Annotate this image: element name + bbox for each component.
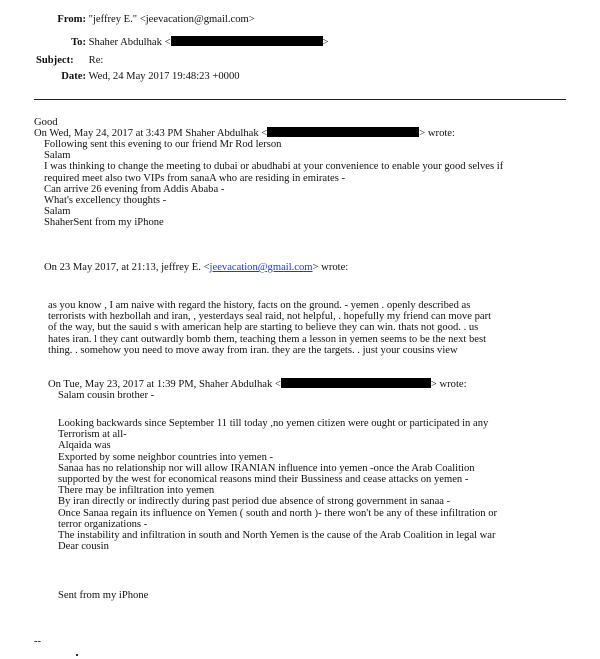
subject-value: Re: [88, 55, 104, 66]
quote3-line: By iran directly or indirectly during past period due absence of strong government in sanaa - [58, 496, 451, 508]
quote3-line: There may be infiltration into yemen [58, 485, 215, 497]
quote3-line: Dear cousin [58, 541, 109, 553]
signature-separator: -- [34, 636, 42, 647]
header-from [50, 14, 255, 25]
quote3-greeting: Salam cousin brother - [58, 390, 155, 401]
quote3-line: terror organizations - [58, 518, 148, 530]
quote2-line: terrorists with hezbollah and iran, , yesterdays seal raid, not helpful, . hopefully my friend can move part [48, 311, 492, 323]
header-date [50, 71, 240, 82]
page-dot [76, 654, 78, 656]
quote1-line: Salam [44, 150, 71, 162]
quote3-line: Once Sanaa regain its influence on Yemen ( south and north )- there won't be any of these infiltration or [58, 507, 498, 519]
quote1-line: What's excellency thoughts - [44, 195, 167, 207]
quote3-header [48, 378, 467, 390]
quote3-header-prefix: On Tue, May 23, 2017 at 1:39 PM, Shaher Abdulhak < [48, 379, 281, 390]
quote3-line: Exported by some neighbor countries into yemen - [58, 451, 274, 463]
quote1-header-suffix: > wrote: [419, 128, 455, 139]
quote2-line: as you know , I am naive with regard the history, facts on the ground. - yemen . openly described as [48, 300, 471, 311]
quote3-line: supported by the west for economical reasons mind their Bussiness and cease attacks on yemen - [58, 474, 469, 486]
header-divider [34, 99, 566, 100]
redaction-box [281, 378, 431, 388]
header-to [50, 36, 329, 48]
quote1-block [44, 139, 503, 229]
quote3-line: Alqaida was [58, 440, 111, 452]
quote3-header-suffix: > wrote: [430, 379, 467, 390]
from-label: From: [57, 14, 86, 25]
quote2-header [44, 262, 348, 273]
redaction-box [267, 127, 419, 137]
subject-label: Subject: [36, 55, 74, 66]
quote1-line: Can arrive 26 evening from Addis Ababa - [44, 183, 225, 195]
to-value-prefix: Shaher Abdulhak < [88, 37, 171, 48]
date-label: Date: [61, 71, 86, 82]
quote1-line: I was thinking to change the meeting to dubai or abudhabi at your convenience to enable your good selves if [44, 161, 504, 173]
quote3-line: The instability and infiltration in south and North Yemen is the cause of the Arab Coalition in legal war [58, 530, 496, 542]
quote2-header-suffix: > wrote: [312, 262, 349, 273]
quote1-line: Salam [44, 206, 71, 218]
to-value-suffix: > [322, 37, 329, 48]
to-label: To: [71, 37, 86, 48]
quote3-block [58, 418, 497, 552]
quote1-line: required meet also two VIPs from sanaA who are residing in emirates - [44, 172, 346, 184]
reply-text: Good [34, 117, 58, 128]
quote3-line: Sanaa has no relationship nor will allow IRANIAN influence into yemen -once the Arab Coalition [58, 462, 475, 474]
quote2-line: hates iran. l they cant outwardly bomb them, teaching them a lesson in yemen seems to be the next best [48, 333, 487, 345]
quote2-block [48, 300, 491, 356]
quote3-line: Looking backwards since September 11 till today ,no yemen citizen were ought or participated in any [58, 418, 489, 429]
from-value: "jeffrey E." <jeevacation@gmail.com> [88, 14, 255, 25]
quote3-line: Terrorism at all- [58, 429, 127, 441]
quote1-line: Following sent this evening to our friend Mr Rod lerson [44, 139, 282, 150]
quote2-line: of the way, but the sauid s with american help are starting to believe they can win. thats not good. . us [48, 322, 479, 334]
redaction-box [171, 36, 323, 46]
quote2-header-prefix: On 23 May 2017, at 21:13, jeffrey E. < [44, 262, 210, 273]
email-link[interactable]: jeevacation@gmail.com [209, 262, 313, 273]
date-value: Wed, 24 May 2017 19:48:23 +0000 [88, 71, 240, 82]
quote1-header [34, 127, 455, 139]
quote3-signature: Sent from my iPhone [58, 590, 149, 601]
quote2-line: thing. . somehow you need to move away from iran. they are the targets. . just your cousins view [48, 344, 458, 356]
header-subject [36, 55, 104, 66]
quote1-line: ShaherSent from my iPhone [44, 217, 164, 229]
quote1-header-prefix: On Wed, May 24, 2017 at 3:43 PM Shaher Abdulhak < [34, 128, 268, 139]
